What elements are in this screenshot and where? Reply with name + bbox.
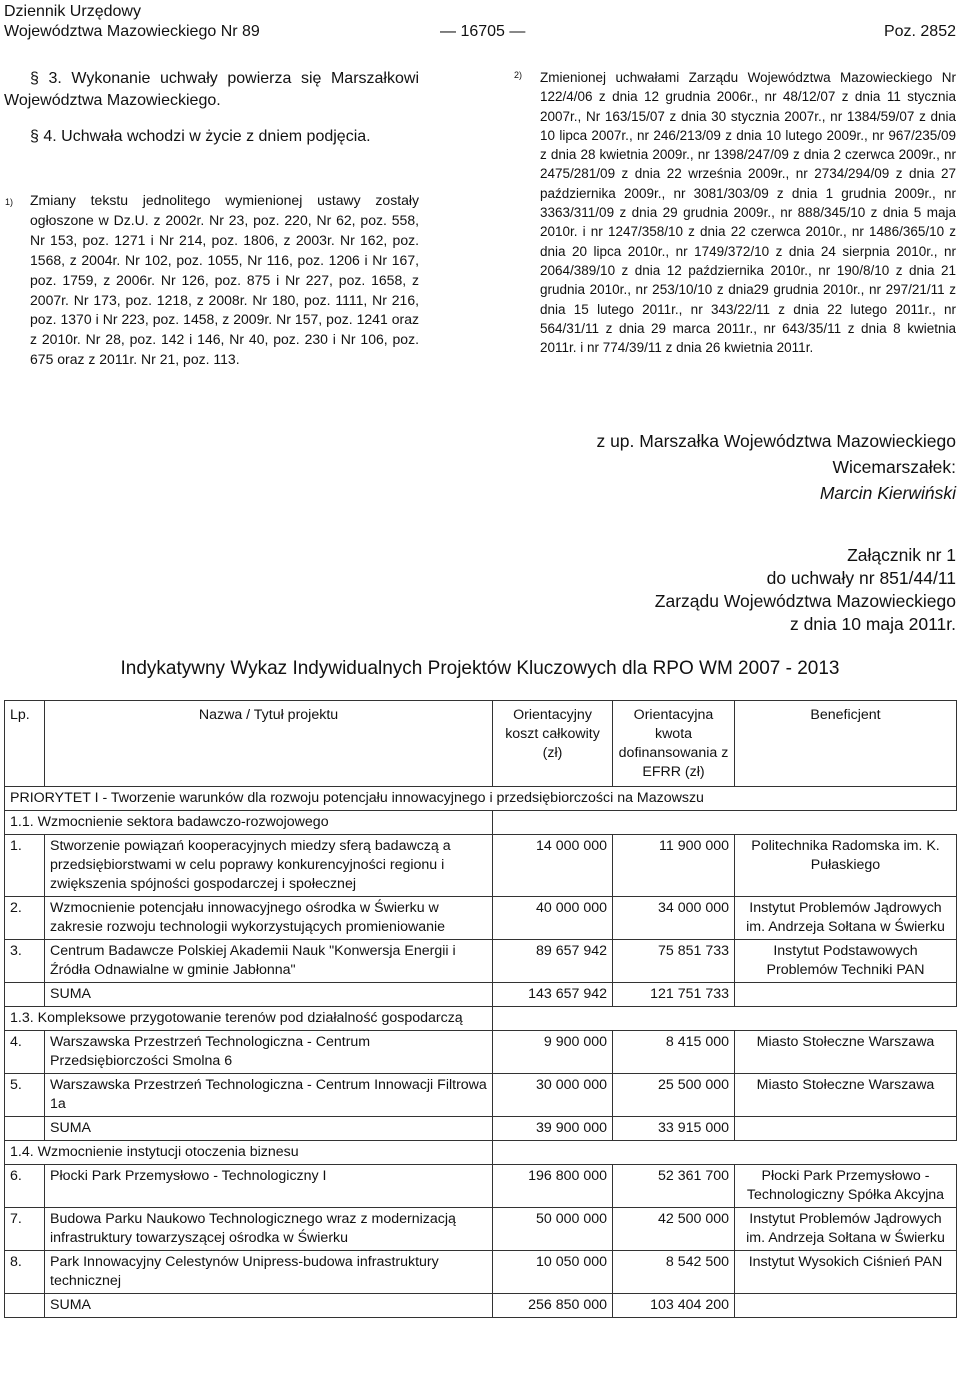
row-name: Budowa Parku Naukowo Technologicznego wraz z modernizacją infrastruktury towarzyszącej ośrodka w Świerku [45,1208,493,1251]
section-spacer [493,1007,957,1031]
sum-efrr: 33 915 000 [613,1117,735,1141]
sum-row [5,1294,957,1318]
row-cost: 89 657 942 [493,940,613,983]
row-beneficiary: Politechnika Radomska im. K. Pułaskiego [735,835,957,897]
table-row [5,1208,957,1251]
signature-line-2: Wicemarszałek: [832,457,956,477]
footnote-2: Zmienionej uchwałami Zarządu Województwa Mazowieckiego Nr 122/4/06 z dnia 12 grudnia 2006r., nr 48/12/07 z dnia 11 stycznia 2007r., Nr 163/15/07 z dnia 30 stycznia 2007r., nr 1384/59/07 z dnia 10 lipca 2007r., nr 246/213/09 z dnia 10 lutego 2009r., nr 967/235/09 z dnia 28 kwietnia 2009r., nr 1398/247/09 z dnia 2 czerwca 2009r., nr 2475/281/09 z dnia 22 września 2009r., nr 2734/294/09 z dnia 27 października 2009r., nr 3081/303/09 z dnia 1 grudnia 2009r., nr 3363/311/09 z dnia 29 grudnia 2009r., nr 888/345/10 z dnia 5 maja 2010r. i nr 1247/358/10 z dnia 22 czerwca 2010r., nr 1486/365/10 z dnia 20 lipca 2010r., nr 1749/372/10 z dnia 24 sierpnia 2010r., nr 2064/389/10 z dnia 12 października 2010r., nr 190/8/10 z dnia 21 grudnia 2010r., nr 253/10/10 z dnia29 grudnia 2010r., nr 297/21/11 z dnia 15 lutego 2011r., nr 343/22/11 z dnia 22 lutego 2011r., nr 564/31/11 z dnia 29 marca 2011r., nr 643/35/11 z dnia 8 kwietnia 2011r. i nr 774/39/11 z dnia 26 kwietnia 2011r. [540,70,956,356]
section-row [5,1007,957,1031]
row-cost: 50 000 000 [493,1208,613,1251]
header-beneficiary: Beneficjent [735,701,957,787]
row-name: Centrum Badawcze Polskiej Akademii Nauk "Konwersja Energii i Źródła Odnawialne w gminie Jabłonna" [45,940,493,983]
row-cost: 14 000 000 [493,835,613,897]
position-number: Poz. 2852 [883,23,956,40]
row-beneficiary: Instytut Podstawowych Problemów Techniki PAN [735,940,957,983]
paragraph-3: § 3. Wykonanie uchwały powierza się Marszałkowi Województwa Mazowieckiego. [4,70,419,109]
signature-block [436,430,956,504]
row-name: Stworzenie powiązań kooperacyjnych miedzy sferą badawczą a przedsiębiorstwami w celu poprawy konkurencyjności regionu i zwiększenia spójności gospodarczej i społecznej [45,835,493,897]
table-row [5,1251,957,1294]
row-cost: 40 000 000 [493,897,613,940]
row-lp: 5. [5,1074,45,1117]
table-row [5,1165,957,1208]
row-efrr: 8 542 500 [613,1251,735,1294]
row-efrr: 25 500 000 [613,1074,735,1117]
sum-row [5,983,957,1007]
page-number: — 16705 — [440,23,526,40]
row-name: Wzmocnienie potencjału innowacyjnego ośrodka w Świerku w zakresie rozwoju technologii wykorzystujących promieniowanie [45,897,493,940]
table-header-row [5,701,957,787]
section-1-4: 1.4. Wzmocnienie instytucji otoczenia biznesu [5,1141,493,1165]
sum-cost: 39 900 000 [493,1117,613,1141]
annex-line-2: do uchwały nr 851/44/11 [766,568,956,588]
row-efrr: 75 851 733 [613,940,735,983]
header-lp: Lp. [5,701,45,787]
sum-beneficiary [735,1294,957,1318]
row-lp: 7. [5,1208,45,1251]
sum-beneficiary [735,1117,957,1141]
journal-subtitle: Województwa Mazowieckiego Nr 89 [4,23,260,40]
row-efrr: 11 900 000 [613,835,735,897]
row-name: Warszawska Przestrzeń Technologiczna - Centrum Innowacji Filtrowa 1a [45,1074,493,1117]
annex-line-4: z dnia 10 maja 2011r. [789,614,956,634]
row-lp: 6. [5,1165,45,1208]
priority-row [5,787,957,811]
row-name: Park Innowacyjny Celestynów Unipress-budowa infrastruktury technicznej [45,1251,493,1294]
annex-line-3: Zarządu Województwa Mazowieckiego [654,591,956,611]
section-spacer [493,1141,957,1165]
row-lp: 2. [5,897,45,940]
table-row [5,940,957,983]
row-beneficiary: Instytut Wysokich Ciśnień PAN [735,1251,957,1294]
row-cost: 9 900 000 [493,1031,613,1074]
row-lp: 3. [5,940,45,983]
row-beneficiary: Miasto Stołeczne Warszawa [735,1031,957,1074]
projects-table [4,700,957,1318]
section-spacer [493,811,957,835]
sum-label: SUMA [45,983,493,1007]
sum-row [5,1117,957,1141]
sum-efrr: 103 404 200 [613,1294,735,1318]
row-cost: 10 050 000 [493,1251,613,1294]
annex-line-1: Załącznik nr 1 [847,545,956,565]
row-efrr: 52 361 700 [613,1165,735,1208]
header-efrr: Orientacyjna kwota dofinansowania z EFRR (zł) [613,701,735,787]
sum-efrr: 121 751 733 [613,983,735,1007]
priority-label: PRIORYTET I - Tworzenie warunków dla rozwoju potencjału innowacyjnego i przedsiębiorczości na Mazowszu [5,787,957,811]
row-lp: 8. [5,1251,45,1294]
signature-name: Marcin Kierwiński [819,483,956,503]
table-row [5,1031,957,1074]
row-beneficiary: Miasto Stołeczne Warszawa [735,1074,957,1117]
header-cost: Orientacyjny koszt całkowity (zł) [493,701,613,787]
signature-line-1: z up. Marszałka Województwa Mazowieckiego [596,431,956,451]
row-cost: 30 000 000 [493,1074,613,1117]
row-lp: 4. [5,1031,45,1074]
row-cost: 196 800 000 [493,1165,613,1208]
section-row [5,811,957,835]
row-efrr: 34 000 000 [613,897,735,940]
section-row [5,1141,957,1165]
row-lp: 1. [5,835,45,897]
row-efrr: 8 415 000 [613,1031,735,1074]
annex-block [436,544,956,636]
sum-cost: 256 850 000 [493,1294,613,1318]
row-beneficiary: Instytut Problemów Jądrowych im. Andrzeja Sołtana w Świerku [735,897,957,940]
row-efrr: 42 500 000 [613,1208,735,1251]
sum-empty [5,1117,45,1141]
sum-empty [5,1294,45,1318]
table-row [5,835,957,897]
sum-empty [5,983,45,1007]
sum-beneficiary [735,983,957,1007]
sum-cost: 143 657 942 [493,983,613,1007]
row-name: Warszawska Przestrzeń Technologiczna - Centrum Przedsiębiorczości Smolna 6 [45,1031,493,1074]
row-beneficiary: Instytut Problemów Jądrowych im. Andrzeja Sołtana w Świerku [735,1208,957,1251]
row-beneficiary: Płocki Park Przemysłowo - Technologiczny Spółka Akcyjna [735,1165,957,1208]
journal-title: Dziennik Urzędowy [4,3,141,20]
sum-label: SUMA [45,1117,493,1141]
table-row [5,897,957,940]
paragraph-4: § 4. Uchwała wchodzi w życie z dniem podjęcia. [30,128,371,145]
footnote-1: Zmiany tekstu jednolitego wymienionej ustawy zostały ogłoszone w Dz.U. z 2002r. Nr 23, poz. 220, Nr 62, poz. 558, Nr 153, poz. 1271 i Nr 214, poz. 1806, z 2003r. Nr 162, poz. 1568, z 2004r. Nr 102, poz. 1055, Nr 116, poz. 1206 i Nr 167, poz. 1759, z 2006r. Nr 126, poz. 875 i Nr 227, poz. 1658, z 2007r. Nr 173, poz. 1218, z 2008r. Nr 180, poz. 1111, Nr 216, poz. 1370 i Nr 223, poz. 1458, z 2009r. Nr 157, poz. 1241 oraz z 2010r. Nr 28, poz. 142 i 146, Nr 40, poz. 230 i Nr 106, poz. 675 oraz z 2011r. Nr 21, poz. 113. [30,192,419,368]
section-1-3: 1.3. Kompleksowe przygotowanie terenów pod działalność gospodarczą [5,1007,493,1031]
footnote-2-marker: 2) [514,70,523,80]
row-name: Płocki Park Przemysłowo - Technologiczny I [45,1165,493,1208]
sum-label: SUMA [45,1294,493,1318]
table-row [5,1074,957,1117]
header-name: Nazwa / Tytuł projektu [45,701,493,787]
document-title: Indykatywny Wykaz Indywidualnych Projektów Kluczowych dla RPO WM 2007 - 2013 [120,658,840,679]
section-1-1: 1.1. Wzmocnienie sektora badawczo-rozwojowego [5,811,493,835]
footnote-1-marker: 1) [5,197,14,207]
